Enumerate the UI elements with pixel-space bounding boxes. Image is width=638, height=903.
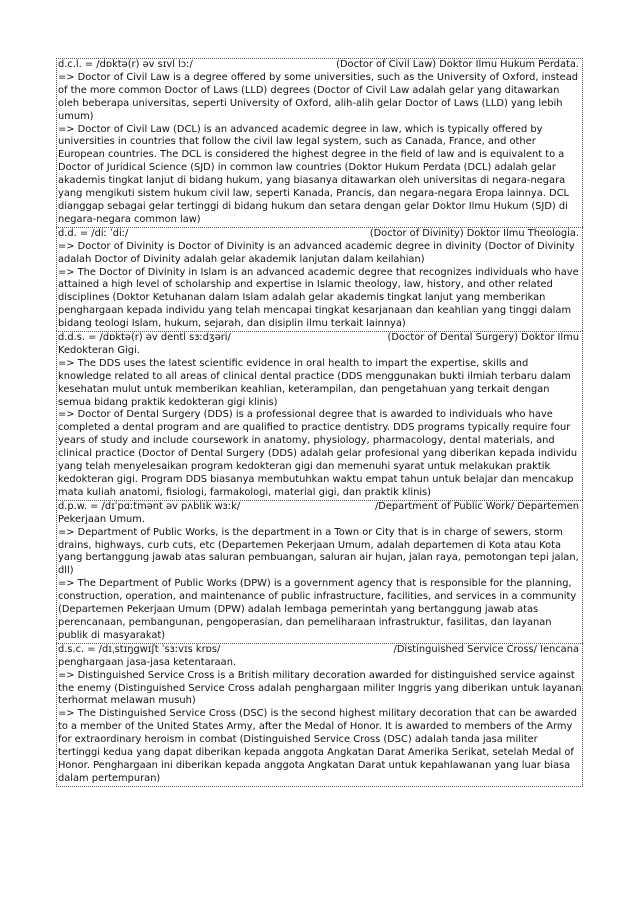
entry-paragraph: => Doctor of Dental Surgery (DDS) is a professional degree that is awarded to individuals who have completed a dental program and are qualified to practice dentistry. DDS programs typically require four years of study and include coursework in anatomy, physiology, pharmacology, dental materials, and clinical practice (Doctor of Dental Surgery (DDS) adalah gelar profesional yang diberikan kepada individu yang telah menyelesaikan program kedokteran gigi dan memenuhi syarat untuk melakukan praktik kedokteran gigi. Program DDS biasanya membutuhkan waktu empat tahun untuk belajar dan mencakup mata kuliah anatomi, fisiologi, farmakologi, material gigi, dan praktik klinis): [58, 409, 578, 498]
entry-translation: /Distinguished Service Cross/ Iencana: [393, 643, 579, 655]
entry-translation: /Department of Public Work/ Departemen: [374, 500, 579, 512]
entry-paragraph: => Doctor of Civil Law is a degree offered by some universities, such as the University of Oxford, instead of the more common Doctor of Laws (LLD) degrees (Doctor of Civil Law adalah gelar yang ditawarkan oleh beberapa universitas, seperti University of Oxford, alih-alih gelar Doctor of Laws (LLD) yang lebih umum): [58, 71, 578, 122]
entry-dpw: [56, 500, 583, 643]
entry-headword: d.d. = /diː ˈdiː/: [58, 227, 129, 239]
entry-paragraph: => Doctor of Divinity is Doctor of Divinity is an advanced academic degree in divinity (Doctor of Divinity adalah Doctor of Divinity adalah gelar akademik lanjutan dalam keilahian): [58, 240, 575, 265]
dictionary-document: [56, 58, 583, 787]
entry-translation-continued: penghargaan jasa-jasa ketentaraan.: [58, 656, 237, 668]
entry-translation-continued: Kedokteran Gigi.: [58, 344, 140, 356]
entry-headword: d.c.l. = /dɒktə(r) əv sɪvl lɔː/: [58, 59, 193, 70]
entry-dcl: [56, 58, 583, 227]
entry-dsc: [56, 643, 583, 787]
entry-translation: (Doctor of Dental Surgery) Doktor Ilmu: [387, 332, 579, 344]
entry-paragraph: => The Doctor of Divinity in Islam is an advanced academic degree that recognizes individuals who have attained a high level of scholarship and expertise in Islamic theology, law, history, and other related disciplines (Doktor Ketuhanan dalam Islam adalah gelar akademis tingkat lanjut yang memberikan penghargaan kepada individu yang telah mencapai tingkat kesarjanaan dan keahlian yang tinggi dalam bidang teologi Islam, hukum, sejarah, dan disiplin ilmu terkait lainnya): [58, 266, 579, 330]
entry-paragraph: => The DDS uses the latest scientific evidence in oral health to impart the expertise, skills and knowledge related to all areas of clinical dental practice (DDS menggunakan bukti ilmiah terbaru dalam kesehatan mulut untuk memberikan keahlian, keterampilan, dan pengetahuan yang terkait dengan semua bidang praktik kedokteran gigi klinis): [58, 357, 571, 408]
entry-headword: d.d.s. = /dɒktə(r) əv dentl sɜːdʒəri/: [58, 332, 231, 344]
entry-header: [58, 501, 582, 514]
entry-paragraph: => Distinguished Service Cross is a British military decoration awarded for distinguished service against the enemy (Distinguished Service Cross adalah penghargaan militer Inggris yang diberikan untuk layanan terhormat melawan musuh): [58, 669, 582, 707]
entry-header: [58, 59, 582, 72]
entry-header: [58, 644, 582, 657]
entry-header: [58, 332, 582, 345]
entry-translation-continued: Pekerjaan Umum.: [58, 513, 146, 525]
entry-translation: (Doctor of Civil Law) Doktor Ilmu Hukum Perdata.: [336, 59, 579, 70]
entry-paragraph: => Department of Public Works, is the department in a Town or City that is in charge of sewers, storm drains, highways, curb cuts, etc (Departemen Pekerjaan Umum, adalah departemen di Kota atau Kota yang bertanggung jawab atas saluran pembuangan, saluran air hujan, jalan raya, pemotongan tepi jalan, dll): [58, 526, 579, 577]
entry-dd: [56, 227, 583, 331]
entry-headword: d.p.w. = /dɪˈpɑːtmənt əv pʌblɪk wɜːk/: [58, 500, 241, 512]
entry-translation: (Doctor of Divinity) Doktor Ilmu Theologia.: [369, 227, 579, 239]
entry-header: [58, 228, 582, 241]
entry-headword: d.s.c. = /dɪˌstɪŋgwɪʃt ˈsɜːvɪs krɒs/: [58, 643, 221, 655]
entry-paragraph: => Doctor of Civil Law (DCL) is an advanced academic degree in law, which is typically offered by universities in countries that follow the civil law legal system, such as Canada, France, and other European countries. The DCL is considered the highest degree in the field of law and is equivalent to a Doctor of Juridical Science (SJD) in common law countries (Doktor Hukum Perdata (DCL) adalah gelar akademis tingkat lanjut di bidang hukum, yang biasanya ditawarkan oleh universitas di negara-negara yang mengikuti sistem hukum civil law, seperti Kanada, Prancis, dan negara-negara Eropa lainnya. DCL dianggap sebagai gelar tertinggi di bidang hukum dan setara dengan gelar Doktor Ilmu Hukum (SJD) di negara-negara common law): [58, 123, 569, 225]
entry-paragraph: => The Department of Public Works (DPW) is a government agency that is responsible for the planning, construction, operation, and maintenance of public infrastructure, facilities, and services in a community (Departemen Pekerjaan Umum (DPW) adalah lembaga pemerintah yang bertanggung jawab atas perencanaan, pembangunan, pengoperasian, dan pemeliharaan infrastruktur, fasilitas, dan layanan publik di masyarakat): [58, 578, 577, 641]
entry-dds: [56, 331, 583, 500]
entry-paragraph: => The Distinguished Service Cross (DSC) is the second highest military decoration that can be awarded to a member of the United States Army, after the Medal of Honor. It is awarded to members of the Army for extraordinary heroism in combat (Distinguished Service Cross (DSC) adalah tanda jasa militer tertinggi kedua yang dapat diberikan kepada anggota Angkatan Darat Amerika Serikat, setelah Medal of Honor. Penghargaan ini diberikan kepada anggota Angkatan Darat untuk kepahlawanan yang luar biasa dalam pertempuran): [58, 708, 578, 784]
